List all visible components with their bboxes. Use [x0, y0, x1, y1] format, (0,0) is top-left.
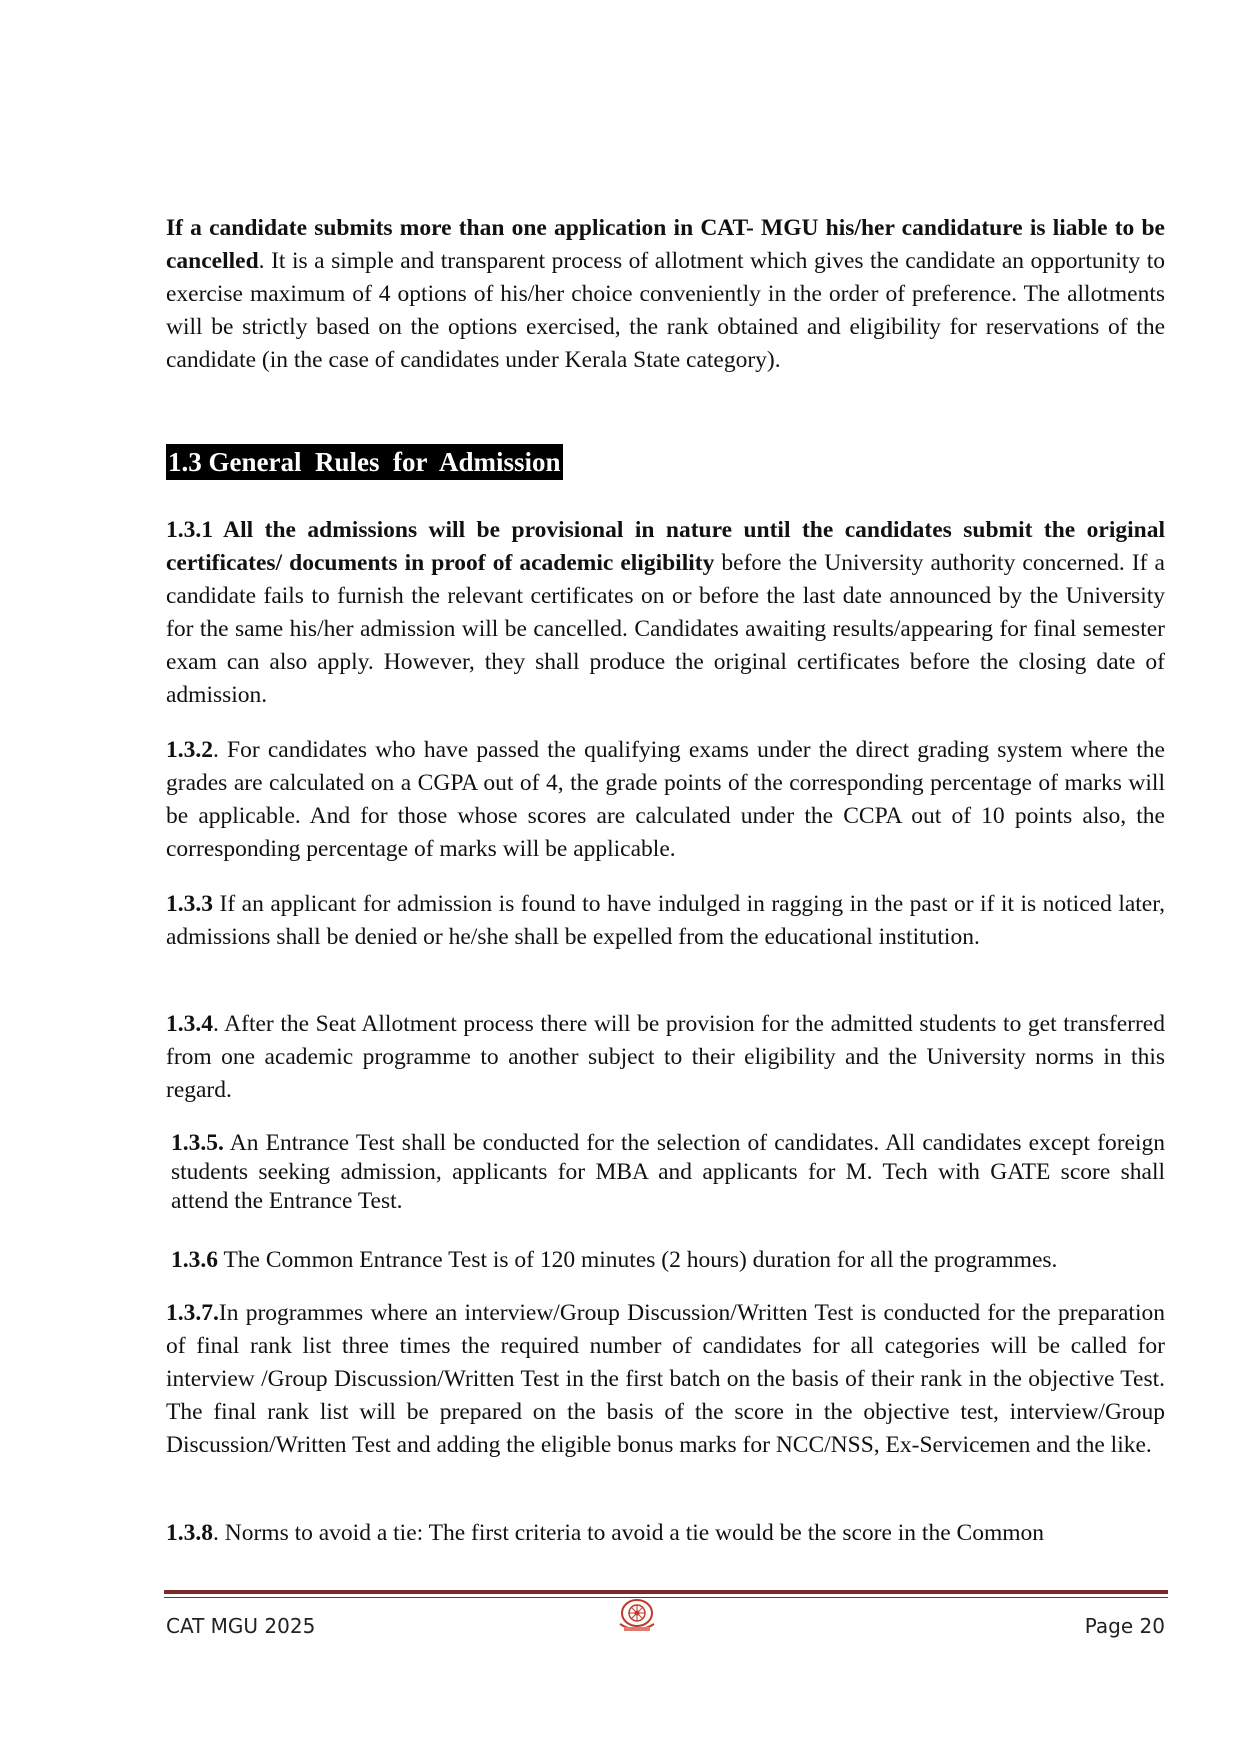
- rule-number: 1.3.4: [166, 1011, 213, 1037]
- rule-1-3-2: [166, 734, 1165, 866]
- rule-number: 1.3.3: [166, 891, 213, 917]
- rule-text: An Entrance Test shall be conducted for the selection of candidates. All candidates except foreign students seeking admission, applicants for MBA and applicants for M. Tech with GATE score shall attend the Entrance Test.: [171, 1130, 1165, 1214]
- rule-1-3-4: [166, 1008, 1165, 1107]
- rule-number: 1.3.6: [171, 1247, 218, 1273]
- rule-text: In programmes where an interview/Group Discussion/Written Test is conducted for the preparation of final rank list three times the required number of candidates for all categories will be called for interview /Group Discussion/Written Test in the first batch on the basis of their rank in the objective Test. The final rank list will be prepared on the basis of the score in the objective test, interview/Group Discussion/Written Test and adding the eligible bonus marks for NCC/NSS, Ex-Servicemen and the like.: [166, 1300, 1165, 1458]
- footer-document-title: CAT MGU 2025: [166, 1614, 316, 1638]
- rule-number: 1.3.5.: [171, 1130, 224, 1156]
- rule-text: . For candidates who have passed the qualifying exams under the direct grading system where the grades are calculated on a CGPA out of 4, the grade points of the corresponding percentage of marks will be applicable. And for those whose scores are calculated under the CCPA out of 10 points also, the corresponding percentage of marks will be applicable.: [166, 737, 1165, 862]
- rule-1-3-7: [166, 1297, 1165, 1462]
- intro-bold: If a candidate submits more than one application in CAT- MGU his/her candidature is liable to be cancelled: [166, 215, 1165, 274]
- rule-1-3-5: [166, 1129, 1165, 1216]
- rule-text: . Norms to avoid a tie: The first criteria to avoid a tie would be the score in the Common: [213, 1520, 1045, 1546]
- rule-text: The Common Entrance Test is of 120 minutes (2 hours) duration for all the programmes.: [218, 1247, 1058, 1273]
- rule-number: 1.3.7.: [166, 1300, 219, 1326]
- rule-number: 1.3.2: [166, 737, 213, 763]
- section-heading: 1.3 General Rules for Admission: [166, 444, 563, 480]
- rule-text: If an applicant for admission is found to have indulged in ragging in the past or if it is noticed later, admissions shall be denied or he/she shall be expelled from the educational institution.: [166, 891, 1165, 950]
- rule-1-3-3: [166, 888, 1165, 954]
- rule-1-3-8: [166, 1517, 1165, 1550]
- footer-page-number: Page 20: [1084, 1614, 1165, 1638]
- university-emblem-icon: [614, 1597, 660, 1633]
- intro-text: . It is a simple and transparent process of allotment which gives the candidate an opportunity to exercise maximum of 4 options of his/her choice conveniently in the order of preference. The allotments will be strictly based on the options exercised, the rank obtained and eligibility for reservations of the candidate (in the case of candidates under Kerala State category).: [166, 248, 1165, 373]
- rule-number: 1.3.8: [166, 1520, 213, 1546]
- rule-number: 1.3.1 All the admissions will be provisional in nature until the candidates submit the original certificates/ documents in proof of academic eligibility: [166, 517, 1165, 576]
- rule-text: before the University authority concerned. If a candidate fails to furnish the relevant certificates on or before the last date announced by the University for the same his/her admission will be cancelled. Candidates awaiting results/appearing for final semester exam can also apply. However, they shall produce the original certificates before the closing date of admission.: [166, 550, 1165, 708]
- rule-1-3-1: [166, 514, 1165, 712]
- footer-divider: [164, 1590, 1168, 1594]
- rule-1-3-6: [166, 1244, 1165, 1277]
- footer-divider-thin: [164, 1597, 1168, 1598]
- intro-paragraph: [166, 212, 1165, 377]
- rule-text: . After the Seat Allotment process there will be provision for the admitted students to get transferred from one academic programme to another subject to their eligibility and the University norms in this regard.: [166, 1011, 1165, 1103]
